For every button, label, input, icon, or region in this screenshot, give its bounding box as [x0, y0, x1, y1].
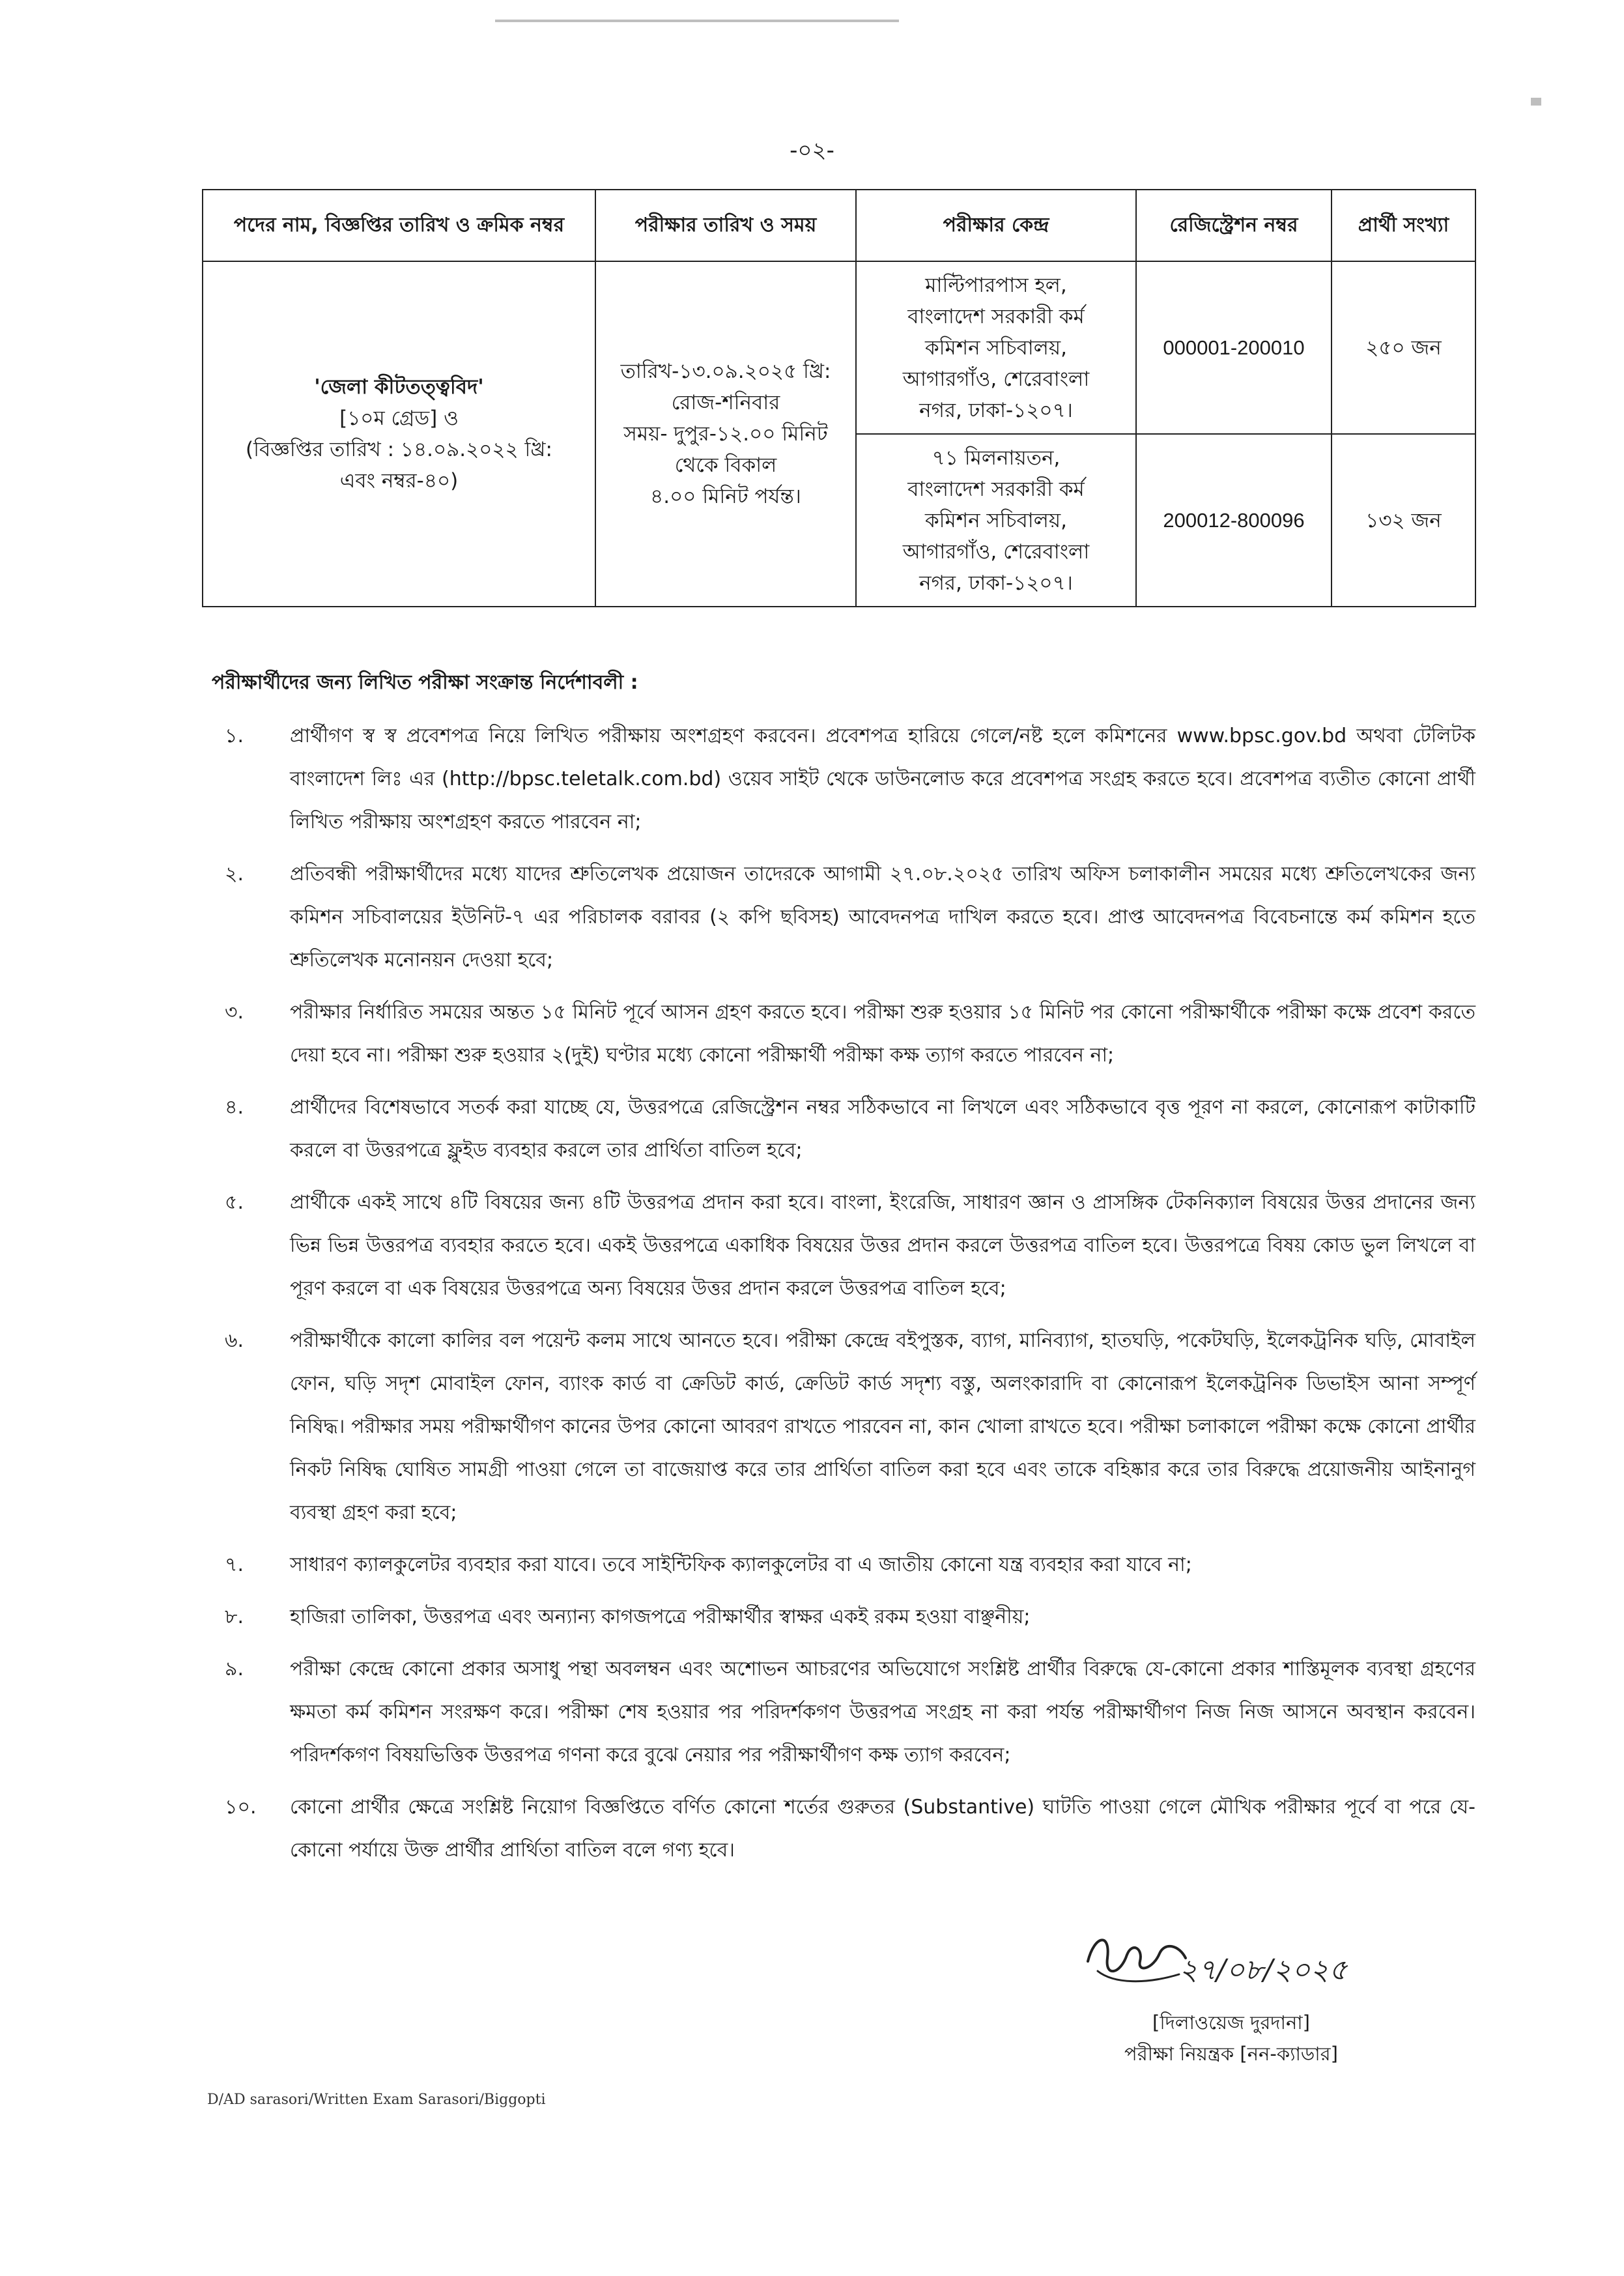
instruction-item [212, 1086, 1475, 1172]
center-line: নগর, ঢাকা-১২০৭। [919, 571, 1073, 595]
post-name: 'জেলা কীটতত্ত্ববিদ' [314, 375, 484, 399]
header-exam-time: পরীক্ষার তারিখ ও সময় [595, 190, 856, 261]
signature-block [1062, 1922, 1401, 2069]
center-line: কমিশন সচিবালয়, [924, 336, 1067, 360]
signature-date: ২৭/০৮/২০২৫ [1179, 1953, 1348, 1987]
exam-time-start: সময়- দুপুর-১২.০০ মিনিট [623, 422, 828, 446]
center-line: আগারগাঁও, শেরেবাংলা [902, 367, 1090, 391]
instruction-text: প্রার্থীকে একই সাথে ৪টি বিষয়ের জন্য ৪টি উত্তরপত্র প্রদান করা হবে। বাংলা, ইংরেজি, সাধারণ জ্ঞান ও প্রাসঙ্গিক টেকনিক্যাল বিষয়ের উত্তর প্রদানের জন্য ভিন্ন ভিন্ন উত্তরপত্র ব্যবহার করতে হবে। একই উত্তরপত্রে একাধিক বিষয়ের উত্তর প্রদান করলে উত্তরপত্র বাতিল হবে। উত্তরপত্রে বিষয় কোড ভুল লিখলে বা পূরণ করলে বা এক বিষয়ের উত্তরপত্রে অন্য বিষয়ের উত্তর প্রদান করলে উত্তরপত্র বাতিল হবে; [290, 1191, 1475, 1300]
instruction-number: ৫. [225, 1191, 244, 1214]
instruction-text: হাজিরা তালিকা, উত্তরপত্র এবং অন্যান্য কাগজপত্রে পরীক্ষার্থীর স্বাক্ষর একই রকম হওয়া বাঞ্ছনীয়; [290, 1606, 1031, 1628]
signature-scribble-icon [1081, 1922, 1192, 1994]
candidates-cell: ২৫০ জন [1332, 261, 1475, 434]
instruction-text: পরীক্ষার্থীকে কালো কালির বল পয়েন্ট কলম সাথে আনতে হবে। পরীক্ষা কেন্দ্রে বইপুস্তক, ব্যাগ, মানিব্যাগ, হাতঘড়ি, পকেটঘড়ি, ইলেকট্রনিক ঘড়ি, মোবাইল ফোন, ঘড়ি সদৃশ মোবাইল ফোন, ব্যাংক কার্ড বা ক্রেডিট কার্ড, ক্রেডিট কার্ড সদৃশ্য বস্তু, অলংকারাদি বা কোনোরূপ ইলেকট্রনিক ডিভাইস আনা সম্পূর্ণ নিষিদ্ধ। পরীক্ষার সময় পরীক্ষার্থীগণ কানের উপর কোনো আবরণ রাখতে পারবেন না, কান খোলা রাখতে হবে। পরীক্ষা চলাকালে পরীক্ষা কক্ষে কোনো প্রার্থীর নিকট নিষিদ্ধ ঘোষিত সামগ্রী পাওয়া গেলে তা বাজেয়াপ্ত করে তার প্রার্থিতা বাতিল করা হবে এবং তাকে বহিষ্কার করে তার বিরুদ্ধে প্রয়োজনীয় আইনানুগ ব্যবস্থা গ্রহণ করা হবে; [290, 1329, 1475, 1524]
header-candidates: প্রার্থী সংখ্যা [1332, 190, 1475, 261]
page-number: -০২- [790, 137, 834, 164]
instructions-heading: পরীক্ষার্থীদের জন্য লিখিত পরীক্ষা সংক্রান্ত নির্দেশাবলী : [212, 671, 638, 694]
header-registration: রেজিস্ট্রেশন নম্বর [1136, 190, 1332, 261]
post-grade: [১০ম গ্রেড] ও [339, 407, 459, 430]
instruction-text: প্রতিবন্ধী পরীক্ষার্থীদের মধ্যে যাদের শ্রুতিলেখক প্রয়োজন তাদেরকে আগামী ২৭.০৮.২০২৫ তারিখ অফিস চলাকালীন সময়ের মধ্যে শ্রুতিলেখকের জন্য কমিশন সচিবালয়ের ইউনিট-৭ এর পরিচালক বরাবর (২ কপি ছবিসহ) আবেদনপত্র দাখিল করতে হবে। প্রাপ্ত আবেদনপত্র বিবেচনান্তে কর্ম কমিশন হতে শ্রুতিলেখক মনোনয়ন দেওয়া হবে; [290, 863, 1475, 972]
instruction-item [212, 1786, 1475, 1872]
instruction-item [212, 1319, 1475, 1534]
instruction-number: ২. [225, 863, 244, 886]
post-cell [203, 261, 595, 607]
header-post: পদের নাম, বিজ্ঞপ্তির তারিখ ও ক্রমিক নম্বর [203, 190, 595, 261]
instruction-number: ৯. [225, 1658, 244, 1680]
handwritten-signature [1062, 1922, 1401, 2007]
instruction-item [212, 1596, 1475, 1639]
instruction-number: ১. [225, 725, 244, 747]
circular-date: (বিজ্ঞপ্তির তারিখ : ১৪.০৯.২০২২ খ্রি: [246, 438, 552, 461]
header-exam-center: পরীক্ষার কেন্দ্র [856, 190, 1136, 261]
signer-name: [দিলাওয়েজ দুরদানা] [1152, 2011, 1310, 2034]
table-row [203, 261, 1475, 434]
center-line: বাংলাদেশ সরকারী কর্ম [907, 304, 1085, 328]
instruction-number: ৩. [225, 1001, 244, 1024]
instruction-item [212, 1181, 1475, 1310]
instructions-list [212, 715, 1475, 1881]
center-line: আগারগাঁও, শেরেবাংলা [902, 540, 1090, 564]
exam-day: রোজ-শনিবার [671, 391, 780, 414]
instruction-number: ৮. [225, 1606, 244, 1628]
registration-cell: 000001-200010 [1136, 261, 1332, 434]
center-line: বাংলাদেশ সরকারী কর্ম [907, 477, 1085, 501]
footer-file-path: D/AD sarasori/Written Exam Sarasori/Biggopti [207, 2092, 546, 2108]
instruction-item [212, 991, 1475, 1077]
scan-mark-top [495, 20, 899, 22]
table-header-row [203, 190, 1475, 261]
exam-date: তারিখ-১৩.০৯.২০২৫ খ্রি: [620, 360, 831, 383]
instruction-item [212, 1648, 1475, 1777]
center-line: কমিশন সচিবালয়, [924, 508, 1067, 532]
registration-cell: 200012-800096 [1136, 434, 1332, 607]
center-line: মাল্টিপারপাস হল, [925, 273, 1067, 297]
center-line: ৭১ মিলনায়তন, [932, 446, 1061, 470]
instruction-number: ১০. [225, 1796, 257, 1819]
center-cell [856, 261, 1136, 434]
instruction-text: কোনো প্রার্থীর ক্ষেত্রে সংশ্লিষ্ট নিয়োগ বিজ্ঞপ্তিতে বর্ণিত কোনো শর্তের গুরুতর (Substantive) ঘাটতি পাওয়া গেলে মৌখিক পরীক্ষার পূর্বে বা পরে যে-কোনো পর্যায়ে উক্ত প্রার্থীর প্রার্থিতা বাতিল বলে গণ্য হবে। [290, 1796, 1475, 1862]
instruction-text: প্রার্থীগণ স্ব স্ব প্রবেশপত্র নিয়ে লিখিত পরীক্ষায় অংশগ্রহণ করবেন। প্রবেশপত্র হারিয়ে গেলে/নষ্ট হলে কমিশনের www.bpsc.gov.bd অথবা টেলিটক বাংলাদেশ লিঃ এর (http://bpsc.teletalk.com.bd) ওয়েব সাইট থেকে ডাউনলোড করে প্রবেশপত্র সংগ্রহ করতে হবে। প্রবেশপত্র ব্যতীত কোনো প্রার্থী লিখিত পরীক্ষায় অংশগ্রহণ করতে পারবেন না; [290, 725, 1475, 833]
exam-time-mid: থেকে বিকাল [674, 454, 777, 477]
instruction-item [212, 853, 1475, 982]
center-line: নগর, ঢাকা-১২০৭। [919, 398, 1073, 422]
exam-schedule-table [202, 189, 1476, 607]
exam-time-end: ৪.০০ মিনিট পর্যন্ত। [650, 485, 801, 508]
instruction-item [212, 1544, 1475, 1587]
candidates-cell: ১৩২ জন [1332, 434, 1475, 607]
instruction-number: ৬. [225, 1329, 244, 1352]
circular-serial: এবং নম্বর-৪০) [339, 469, 459, 493]
instruction-text: সাধারণ ক্যালকুলেটর ব্যবহার করা যাবে। তবে সাইন্টিফিক ক্যালকুলেটর বা এ জাতীয় কোনো যন্ত্র ব্যবহার করা যাবে না; [290, 1553, 1192, 1576]
instruction-text: পরীক্ষা কেন্দ্রে কোনো প্রকার অসাধু পন্থা অবলম্বন এবং অশোভন আচরণের অভিযোগে সংশ্লিষ্ট প্রার্থীর বিরুদ্ধে যে-কোনো প্রকার শাস্তিমূলক ব্যবস্থা গ্রহণের ক্ষমতা কর্ম কমিশন সংরক্ষণ করে। পরীক্ষা শেষ হওয়ার পর পরিদর্শকগণ উত্তরপত্র সংগ্রহ না করা পর্যন্ত পরীক্ষার্থীগণ নিজ নিজ আসনে অবস্থান করবেন। পরিদর্শকগণ বিষয়ভিত্তিক উত্তরপত্র গণনা করে বুঝে নেয়ার পর পরীক্ষার্থীগণ কক্ষ ত্যাগ করবেন; [290, 1658, 1475, 1766]
signer-title: পরীক্ষা নিয়ন্ত্রক [নন-ক্যাডার] [1124, 2043, 1338, 2065]
scan-mark-right [1531, 98, 1541, 106]
center-cell [856, 434, 1136, 607]
instruction-number: ৪. [225, 1096, 244, 1119]
instruction-item [212, 715, 1475, 844]
instruction-text: প্রার্থীদের বিশেষভাবে সতর্ক করা যাচ্ছে যে, উত্তরপত্রে রেজিস্ট্রেশন নম্বর সঠিকভাবে না লিখলে এবং সঠিকভাবে বৃত্ত পূরণ না করলে, কোনোরূপ কাটাকাটি করলে বা উত্তরপত্রে ফ্লুইড ব্যবহার করলে তার প্রার্থিতা বাতিল হবে; [290, 1096, 1475, 1162]
instruction-number: ৭. [225, 1553, 244, 1576]
exam-time-cell [595, 261, 856, 607]
instruction-text: পরীক্ষার নির্ধারিত সময়ের অন্তত ১৫ মিনিট পূর্বে আসন গ্রহণ করতে হবে। পরীক্ষা শুরু হওয়ার ১৫ মিনিট পর কোনো পরীক্ষার্থীকে পরীক্ষা কক্ষে প্রবেশ করতে দেয়া হবে না। পরীক্ষা শুরু হওয়ার ২(দুই) ঘণ্টার মধ্যে কোনো পরীক্ষার্থী পরীক্ষা কক্ষ ত্যাগ করতে পারবেন না; [290, 1001, 1475, 1067]
